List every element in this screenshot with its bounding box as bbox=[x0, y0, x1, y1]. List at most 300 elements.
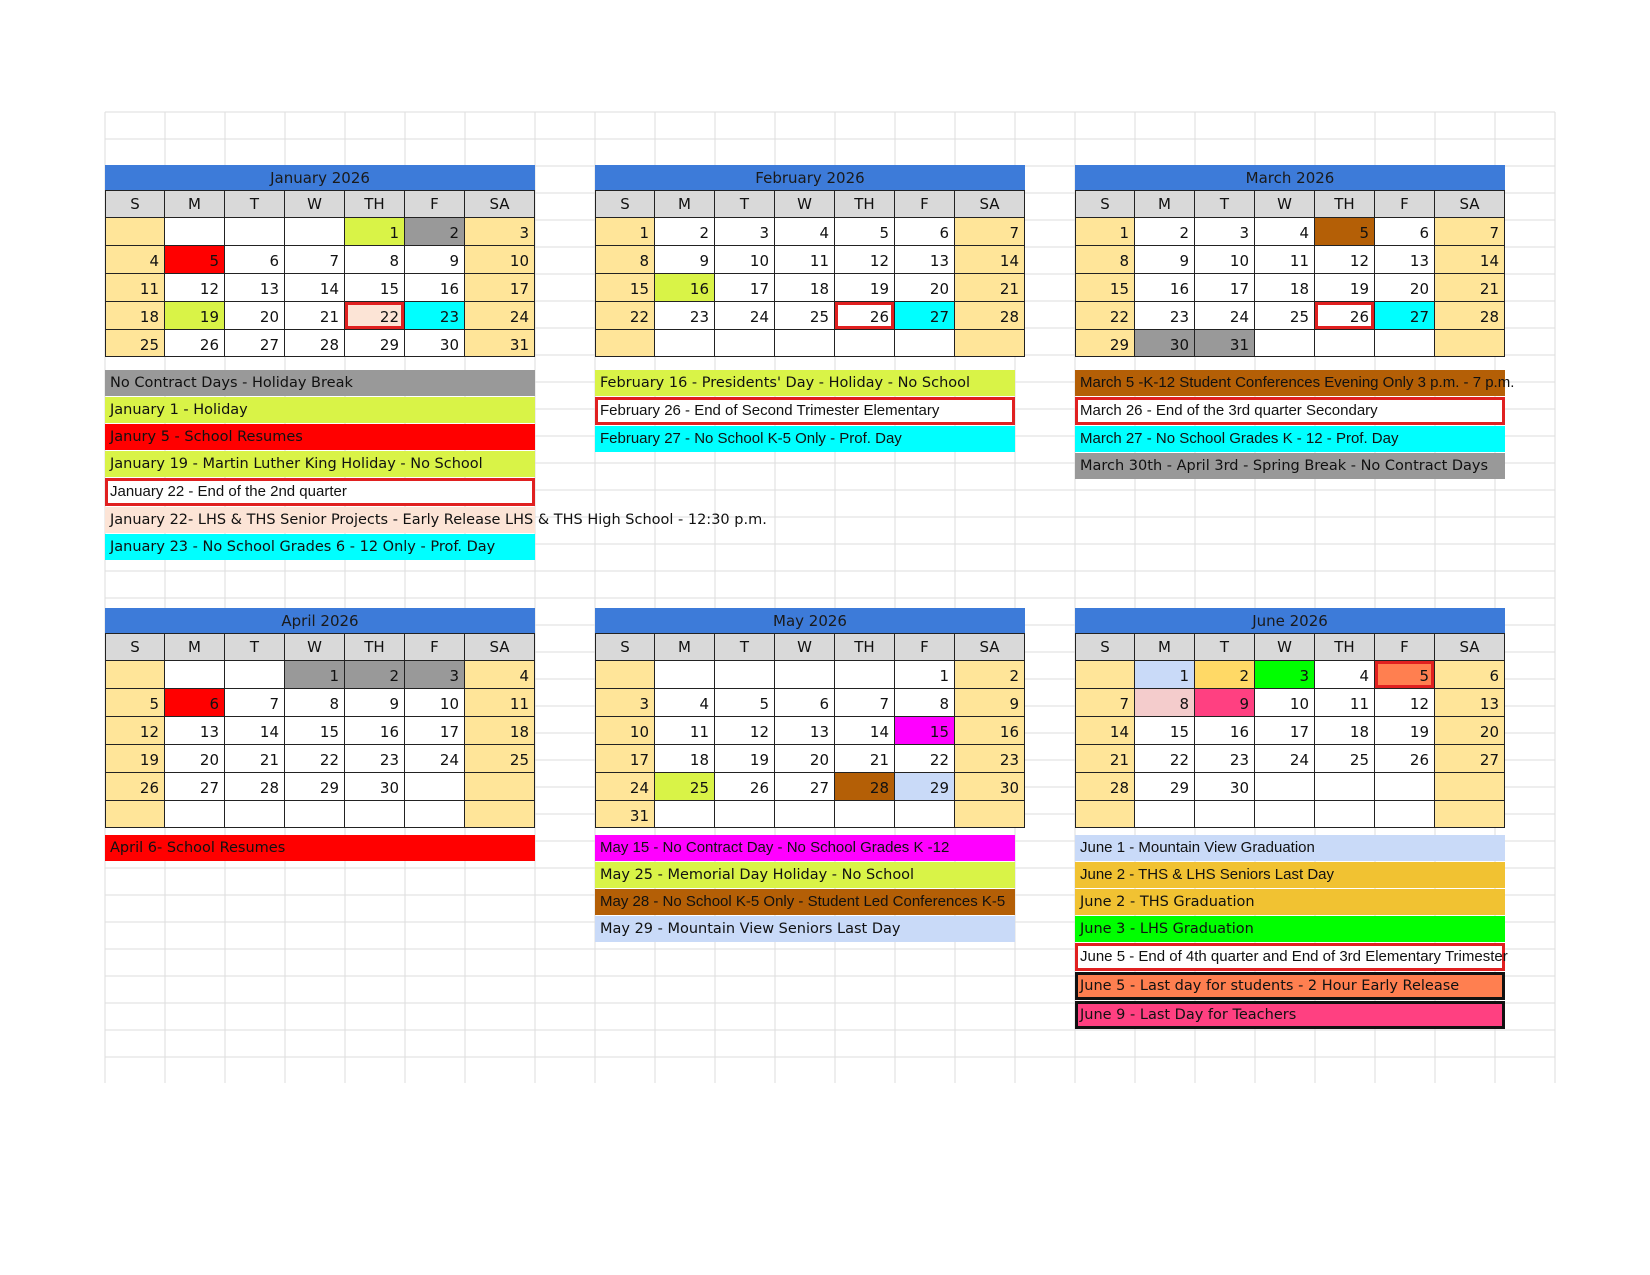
week-row bbox=[1075, 800, 1505, 828]
day-cell[interactable]: 13 bbox=[165, 716, 225, 744]
day-cell[interactable] bbox=[835, 660, 895, 688]
day-cell[interactable] bbox=[1255, 772, 1315, 800]
day-cell[interactable] bbox=[1435, 800, 1505, 828]
day-cell[interactable]: 28 bbox=[955, 301, 1025, 329]
day-cell[interactable] bbox=[1315, 800, 1375, 828]
day-cell[interactable]: 17 bbox=[405, 716, 465, 744]
day-cell[interactable] bbox=[405, 772, 465, 800]
day-cell[interactable]: 20 bbox=[165, 744, 225, 772]
day-cell[interactable] bbox=[595, 660, 655, 688]
day-cell[interactable]: 4 bbox=[1255, 217, 1315, 245]
day-cell[interactable]: 26 bbox=[105, 772, 165, 800]
weekday-label: F bbox=[405, 190, 465, 217]
day-cell[interactable] bbox=[715, 660, 775, 688]
day-cell[interactable]: 30 bbox=[955, 772, 1025, 800]
day-cell[interactable]: 10 bbox=[465, 245, 535, 273]
day-cell[interactable]: 26 bbox=[1315, 301, 1375, 329]
week-row bbox=[595, 772, 1025, 800]
day-cell[interactable]: 22 bbox=[1135, 744, 1195, 772]
day-cell[interactable]: 5 bbox=[715, 688, 775, 716]
day-cell[interactable]: 24 bbox=[1255, 744, 1315, 772]
day-cell[interactable] bbox=[165, 660, 225, 688]
day-cell[interactable]: 21 bbox=[1075, 744, 1135, 772]
day-cell[interactable]: 15 bbox=[345, 273, 405, 301]
week-row bbox=[595, 688, 1025, 716]
day-cell[interactable]: 8 bbox=[1075, 245, 1135, 273]
day-cell[interactable]: 27 bbox=[1375, 301, 1435, 329]
day-cell[interactable]: 9 bbox=[1135, 245, 1195, 273]
weekday-label: M bbox=[165, 633, 225, 660]
week-row bbox=[595, 800, 1025, 828]
day-cell[interactable]: 7 bbox=[225, 688, 285, 716]
legend-entry: February 16 - Presidents' Day - Holiday - No School bbox=[595, 370, 1015, 396]
month-title: April 2026 bbox=[105, 608, 535, 633]
day-cell[interactable]: 9 bbox=[1195, 688, 1255, 716]
day-cell[interactable]: 3 bbox=[595, 688, 655, 716]
day-cell[interactable]: 23 bbox=[405, 301, 465, 329]
day-cell[interactable]: 13 bbox=[225, 273, 285, 301]
day-cell[interactable]: 27 bbox=[895, 301, 955, 329]
day-cell[interactable]: 15 bbox=[1135, 716, 1195, 744]
day-cell[interactable]: 26 bbox=[165, 329, 225, 357]
day-cell[interactable]: 25 bbox=[655, 772, 715, 800]
day-cell[interactable] bbox=[1375, 772, 1435, 800]
day-cell[interactable] bbox=[1375, 329, 1435, 357]
day-cell[interactable]: 4 bbox=[1315, 660, 1375, 688]
day-cell[interactable]: 1 bbox=[285, 660, 345, 688]
day-cell[interactable] bbox=[715, 329, 775, 357]
day-cell[interactable] bbox=[345, 800, 405, 828]
day-cell[interactable]: 16 bbox=[1135, 273, 1195, 301]
weekday-label: S bbox=[595, 633, 655, 660]
day-cell[interactable]: 7 bbox=[1075, 688, 1135, 716]
day-cell[interactable]: 12 bbox=[715, 716, 775, 744]
day-cell[interactable]: 29 bbox=[285, 772, 345, 800]
day-cell[interactable]: 23 bbox=[345, 744, 405, 772]
day-cell[interactable]: 7 bbox=[835, 688, 895, 716]
week-row bbox=[1075, 217, 1505, 245]
day-cell[interactable] bbox=[225, 800, 285, 828]
day-cell[interactable] bbox=[285, 800, 345, 828]
day-cell[interactable]: 2 bbox=[1195, 660, 1255, 688]
day-cell[interactable] bbox=[1435, 772, 1505, 800]
day-cell[interactable]: 18 bbox=[1315, 716, 1375, 744]
day-cell[interactable]: 21 bbox=[225, 744, 285, 772]
day-cell[interactable]: 25 bbox=[1255, 301, 1315, 329]
day-cell[interactable]: 22 bbox=[895, 744, 955, 772]
day-cell[interactable]: 25 bbox=[775, 301, 835, 329]
day-cell[interactable]: 19 bbox=[105, 744, 165, 772]
legend-entry: May 15 - No Contract Day - No School Grades K -12 bbox=[595, 835, 1015, 861]
day-cell[interactable]: 31 bbox=[595, 800, 655, 828]
month-6 bbox=[1075, 608, 1505, 828]
day-cell[interactable]: 27 bbox=[1435, 744, 1505, 772]
day-cell[interactable]: 15 bbox=[285, 716, 345, 744]
day-cell[interactable]: 29 bbox=[1135, 772, 1195, 800]
day-cell[interactable]: 10 bbox=[595, 716, 655, 744]
day-cell[interactable]: 3 bbox=[465, 217, 535, 245]
day-cell[interactable] bbox=[465, 772, 535, 800]
day-cell[interactable]: 25 bbox=[105, 329, 165, 357]
day-cell[interactable]: 24 bbox=[405, 744, 465, 772]
legend-entry: June 5 - Last day for students - 2 Hour Early Release bbox=[1075, 972, 1505, 1000]
day-cell[interactable]: 8 bbox=[345, 245, 405, 273]
day-cell[interactable]: 24 bbox=[595, 772, 655, 800]
day-cell[interactable] bbox=[1075, 660, 1135, 688]
weekday-label: F bbox=[1375, 190, 1435, 217]
weekday-label: W bbox=[775, 633, 835, 660]
day-cell[interactable] bbox=[775, 800, 835, 828]
legend-entry: March 30th - April 3rd - Spring Break - No Contract Days bbox=[1075, 453, 1505, 479]
day-cell[interactable]: 5 bbox=[1315, 217, 1375, 245]
day-cell[interactable]: 26 bbox=[835, 301, 895, 329]
day-cell[interactable] bbox=[955, 800, 1025, 828]
day-cell[interactable]: 7 bbox=[955, 217, 1025, 245]
day-cell[interactable]: 19 bbox=[835, 273, 895, 301]
day-cell[interactable] bbox=[105, 800, 165, 828]
week-row bbox=[1075, 273, 1505, 301]
weekday-label: SA bbox=[955, 190, 1025, 217]
weekday-label: W bbox=[775, 190, 835, 217]
day-cell[interactable]: 25 bbox=[465, 744, 535, 772]
day-cell[interactable]: 16 bbox=[405, 273, 465, 301]
month-3 bbox=[1075, 165, 1505, 357]
day-cell[interactable]: 14 bbox=[1075, 716, 1135, 744]
week-row bbox=[595, 301, 1025, 329]
day-cell[interactable]: 1 bbox=[1075, 217, 1135, 245]
day-cell[interactable]: 8 bbox=[285, 688, 345, 716]
day-cell[interactable]: 24 bbox=[715, 301, 775, 329]
weekday-label: F bbox=[895, 190, 955, 217]
day-cell[interactable]: 29 bbox=[1075, 329, 1135, 357]
day-cell[interactable]: 2 bbox=[405, 217, 465, 245]
day-cell[interactable]: 8 bbox=[1135, 688, 1195, 716]
day-cell[interactable] bbox=[405, 800, 465, 828]
day-cell[interactable]: 22 bbox=[345, 301, 405, 329]
day-cell[interactable]: 6 bbox=[165, 688, 225, 716]
day-cell[interactable] bbox=[225, 217, 285, 245]
day-cell[interactable] bbox=[1375, 800, 1435, 828]
day-cell[interactable]: 4 bbox=[655, 688, 715, 716]
day-cell[interactable]: 27 bbox=[775, 772, 835, 800]
day-cell[interactable]: 17 bbox=[595, 744, 655, 772]
day-cell[interactable]: 30 bbox=[345, 772, 405, 800]
day-cell[interactable] bbox=[1315, 329, 1375, 357]
day-cell[interactable]: 20 bbox=[225, 301, 285, 329]
day-cell[interactable] bbox=[655, 660, 715, 688]
weekday-label: T bbox=[1195, 190, 1255, 217]
day-cell[interactable]: 14 bbox=[835, 716, 895, 744]
weekday-label: TH bbox=[835, 190, 895, 217]
day-cell[interactable] bbox=[285, 217, 345, 245]
day-cell[interactable]: 20 bbox=[775, 744, 835, 772]
day-cell[interactable]: 11 bbox=[1315, 688, 1375, 716]
day-cell[interactable]: 17 bbox=[1195, 273, 1255, 301]
weekday-label: F bbox=[405, 633, 465, 660]
day-cell[interactable] bbox=[1255, 800, 1315, 828]
day-cell[interactable]: 28 bbox=[225, 772, 285, 800]
day-cell[interactable] bbox=[595, 329, 655, 357]
day-cell[interactable]: 31 bbox=[465, 329, 535, 357]
day-cell[interactable]: 30 bbox=[405, 329, 465, 357]
week-row bbox=[595, 716, 1025, 744]
day-cell[interactable]: 6 bbox=[775, 688, 835, 716]
week-row bbox=[105, 800, 535, 828]
day-cell[interactable]: 21 bbox=[1435, 273, 1505, 301]
day-cell[interactable]: 21 bbox=[285, 301, 345, 329]
day-cell[interactable]: 23 bbox=[655, 301, 715, 329]
weekday-label: T bbox=[225, 190, 285, 217]
day-cell[interactable]: 22 bbox=[285, 744, 345, 772]
day-cell[interactable]: 14 bbox=[225, 716, 285, 744]
weekday-label: SA bbox=[1435, 190, 1505, 217]
week-row bbox=[105, 660, 535, 688]
day-cell[interactable]: 2 bbox=[655, 217, 715, 245]
day-cell[interactable]: 13 bbox=[1375, 245, 1435, 273]
day-cell[interactable]: 12 bbox=[105, 716, 165, 744]
day-cell[interactable]: 29 bbox=[345, 329, 405, 357]
legend-entry: February 26 - End of Second Trimester Elementary bbox=[595, 397, 1015, 425]
day-cell[interactable]: 29 bbox=[895, 772, 955, 800]
day-cell[interactable] bbox=[1195, 800, 1255, 828]
week-row bbox=[105, 744, 535, 772]
day-cell[interactable]: 13 bbox=[775, 716, 835, 744]
day-cell[interactable]: 21 bbox=[955, 273, 1025, 301]
day-cell[interactable]: 9 bbox=[955, 688, 1025, 716]
weekday-label: M bbox=[655, 633, 715, 660]
legend-entry: May 28 - No School K-5 Only - Student Led Conferences K-5 bbox=[595, 889, 1015, 915]
day-cell[interactable]: 23 bbox=[955, 744, 1025, 772]
day-cell[interactable] bbox=[1435, 329, 1505, 357]
month-title: May 2026 bbox=[595, 608, 1025, 633]
weekday-label: S bbox=[595, 190, 655, 217]
day-cell[interactable] bbox=[775, 329, 835, 357]
day-cell[interactable]: 5 bbox=[165, 245, 225, 273]
month-5 bbox=[595, 608, 1025, 828]
day-cell[interactable]: 5 bbox=[835, 217, 895, 245]
day-cell[interactable]: 24 bbox=[465, 301, 535, 329]
day-cell[interactable]: 19 bbox=[715, 744, 775, 772]
day-cell[interactable]: 17 bbox=[1255, 716, 1315, 744]
month-2 bbox=[595, 165, 1025, 357]
legend-entry: February 27 - No School K-5 Only - Prof. Day bbox=[595, 426, 1015, 452]
day-cell[interactable]: 12 bbox=[1375, 688, 1435, 716]
day-cell[interactable] bbox=[465, 800, 535, 828]
day-cell[interactable]: 8 bbox=[595, 245, 655, 273]
day-cell[interactable]: 4 bbox=[105, 245, 165, 273]
day-cell[interactable]: 4 bbox=[775, 217, 835, 245]
legend-entry: Janury 5 - School Resumes bbox=[105, 424, 535, 450]
day-cell[interactable]: 22 bbox=[1075, 301, 1135, 329]
day-cell[interactable] bbox=[105, 217, 165, 245]
day-cell[interactable] bbox=[105, 660, 165, 688]
day-cell[interactable]: 3 bbox=[1195, 217, 1255, 245]
day-cell[interactable]: 9 bbox=[345, 688, 405, 716]
weekday-label: M bbox=[1135, 190, 1195, 217]
day-cell[interactable]: 10 bbox=[1255, 688, 1315, 716]
legend-entry: April 6- School Resumes bbox=[105, 835, 535, 861]
day-cell[interactable]: 16 bbox=[655, 273, 715, 301]
day-cell[interactable]: 11 bbox=[775, 245, 835, 273]
day-cell[interactable]: 20 bbox=[1435, 716, 1505, 744]
day-cell[interactable]: 11 bbox=[1255, 245, 1315, 273]
day-cell[interactable]: 2 bbox=[345, 660, 405, 688]
day-cell[interactable]: 6 bbox=[225, 245, 285, 273]
week-row bbox=[595, 245, 1025, 273]
weekday-header bbox=[105, 190, 535, 217]
day-cell[interactable]: 19 bbox=[165, 301, 225, 329]
weekday-label: T bbox=[1195, 633, 1255, 660]
day-cell[interactable]: 3 bbox=[405, 660, 465, 688]
day-cell[interactable]: 16 bbox=[955, 716, 1025, 744]
day-cell[interactable]: 1 bbox=[595, 217, 655, 245]
day-cell[interactable]: 20 bbox=[895, 273, 955, 301]
day-cell[interactable]: 28 bbox=[835, 772, 895, 800]
month-4 bbox=[105, 608, 535, 828]
day-cell[interactable]: 13 bbox=[895, 245, 955, 273]
day-cell[interactable]: 6 bbox=[1435, 660, 1505, 688]
day-cell[interactable]: 27 bbox=[165, 772, 225, 800]
day-cell[interactable]: 3 bbox=[1255, 660, 1315, 688]
weekday-label: W bbox=[285, 633, 345, 660]
weekday-label: S bbox=[1075, 633, 1135, 660]
day-cell[interactable]: 18 bbox=[655, 744, 715, 772]
day-cell[interactable]: 14 bbox=[285, 273, 345, 301]
day-cell[interactable]: 17 bbox=[715, 273, 775, 301]
day-cell[interactable]: 16 bbox=[345, 716, 405, 744]
day-cell[interactable]: 14 bbox=[955, 245, 1025, 273]
day-cell[interactable]: 6 bbox=[895, 217, 955, 245]
weekday-label: TH bbox=[1315, 190, 1375, 217]
week-row bbox=[1075, 660, 1505, 688]
day-cell[interactable]: 25 bbox=[1315, 744, 1375, 772]
day-cell[interactable] bbox=[165, 800, 225, 828]
legend-entry: June 2 - THS & LHS Seniors Last Day bbox=[1075, 862, 1505, 888]
weekday-header bbox=[105, 633, 535, 660]
day-cell[interactable]: 19 bbox=[1375, 716, 1435, 744]
day-cell[interactable]: 26 bbox=[1375, 744, 1435, 772]
day-cell[interactable]: 9 bbox=[405, 245, 465, 273]
day-cell[interactable]: 11 bbox=[105, 273, 165, 301]
day-cell[interactable] bbox=[835, 329, 895, 357]
day-cell[interactable]: 1 bbox=[895, 660, 955, 688]
month-title: January 2026 bbox=[105, 165, 535, 190]
day-cell[interactable]: 1 bbox=[345, 217, 405, 245]
day-cell[interactable]: 16 bbox=[1195, 716, 1255, 744]
day-cell[interactable]: 30 bbox=[1135, 329, 1195, 357]
weekday-header bbox=[595, 633, 1025, 660]
day-cell[interactable]: 23 bbox=[1135, 301, 1195, 329]
day-cell[interactable]: 12 bbox=[165, 273, 225, 301]
day-cell[interactable]: 10 bbox=[715, 245, 775, 273]
day-cell[interactable] bbox=[895, 800, 955, 828]
day-cell[interactable]: 19 bbox=[1315, 273, 1375, 301]
weekday-label: M bbox=[1135, 633, 1195, 660]
day-cell[interactable]: 18 bbox=[105, 301, 165, 329]
legend-entry: June 3 - LHS Graduation bbox=[1075, 916, 1505, 942]
day-cell[interactable]: 7 bbox=[1435, 217, 1505, 245]
day-cell[interactable]: 26 bbox=[715, 772, 775, 800]
day-cell[interactable]: 15 bbox=[895, 716, 955, 744]
day-cell[interactable]: 1 bbox=[1135, 660, 1195, 688]
weekday-label: SA bbox=[955, 633, 1025, 660]
weekday-label: TH bbox=[835, 633, 895, 660]
day-cell[interactable]: 28 bbox=[1075, 772, 1135, 800]
day-cell[interactable]: 12 bbox=[835, 245, 895, 273]
legend-entry: March 5 -K-12 Student Conferences Evening Only 3 p.m. - 7 p.m. bbox=[1075, 370, 1505, 396]
weekday-label: W bbox=[1255, 633, 1315, 660]
day-cell[interactable]: 30 bbox=[1195, 772, 1255, 800]
day-cell[interactable]: 17 bbox=[465, 273, 535, 301]
day-cell[interactable]: 21 bbox=[835, 744, 895, 772]
day-cell[interactable] bbox=[655, 329, 715, 357]
day-cell[interactable]: 15 bbox=[1075, 273, 1135, 301]
day-cell[interactable]: 3 bbox=[715, 217, 775, 245]
day-cell[interactable] bbox=[955, 329, 1025, 357]
week-row bbox=[1075, 245, 1505, 273]
day-cell[interactable] bbox=[775, 660, 835, 688]
day-cell[interactable] bbox=[895, 329, 955, 357]
week-row bbox=[1075, 301, 1505, 329]
weekday-header bbox=[595, 190, 1025, 217]
day-cell[interactable]: 4 bbox=[465, 660, 535, 688]
day-cell[interactable]: 23 bbox=[1195, 744, 1255, 772]
day-cell[interactable]: 11 bbox=[465, 688, 535, 716]
legend-entry: March 27 - No School Grades K - 12 - Prof. Day bbox=[1075, 426, 1505, 452]
day-cell[interactable]: 18 bbox=[775, 273, 835, 301]
day-cell[interactable]: 28 bbox=[1435, 301, 1505, 329]
day-cell[interactable]: 20 bbox=[1375, 273, 1435, 301]
day-cell[interactable] bbox=[715, 800, 775, 828]
day-cell[interactable] bbox=[1255, 329, 1315, 357]
day-cell[interactable] bbox=[835, 800, 895, 828]
day-cell[interactable]: 8 bbox=[895, 688, 955, 716]
day-cell[interactable] bbox=[1075, 800, 1135, 828]
day-cell[interactable]: 9 bbox=[655, 245, 715, 273]
legend-entry: No Contract Days - Holiday Break bbox=[105, 370, 535, 396]
day-cell[interactable]: 11 bbox=[655, 716, 715, 744]
day-cell[interactable]: 10 bbox=[1195, 245, 1255, 273]
day-cell[interactable]: 27 bbox=[225, 329, 285, 357]
day-cell[interactable]: 12 bbox=[1315, 245, 1375, 273]
day-cell[interactable]: 5 bbox=[105, 688, 165, 716]
weekday-label: T bbox=[715, 190, 775, 217]
day-cell[interactable]: 2 bbox=[1135, 217, 1195, 245]
day-cell[interactable]: 24 bbox=[1195, 301, 1255, 329]
day-cell[interactable]: 13 bbox=[1435, 688, 1505, 716]
day-cell[interactable] bbox=[165, 217, 225, 245]
weekday-label: M bbox=[165, 190, 225, 217]
day-cell[interactable]: 18 bbox=[465, 716, 535, 744]
day-cell[interactable]: 31 bbox=[1195, 329, 1255, 357]
day-cell[interactable]: 18 bbox=[1255, 273, 1315, 301]
day-cell[interactable]: 5 bbox=[1375, 660, 1435, 688]
day-cell[interactable] bbox=[1315, 772, 1375, 800]
day-cell[interactable]: 6 bbox=[1375, 217, 1435, 245]
day-cell[interactable]: 10 bbox=[405, 688, 465, 716]
weekday-label: S bbox=[105, 633, 165, 660]
day-cell[interactable]: 14 bbox=[1435, 245, 1505, 273]
day-cell[interactable] bbox=[1135, 800, 1195, 828]
day-cell[interactable]: 22 bbox=[595, 301, 655, 329]
day-cell[interactable] bbox=[225, 660, 285, 688]
day-cell[interactable]: 28 bbox=[285, 329, 345, 357]
day-cell[interactable]: 2 bbox=[955, 660, 1025, 688]
day-cell[interactable]: 15 bbox=[595, 273, 655, 301]
day-cell[interactable] bbox=[655, 800, 715, 828]
day-cell[interactable]: 7 bbox=[285, 245, 345, 273]
week-row bbox=[595, 660, 1025, 688]
